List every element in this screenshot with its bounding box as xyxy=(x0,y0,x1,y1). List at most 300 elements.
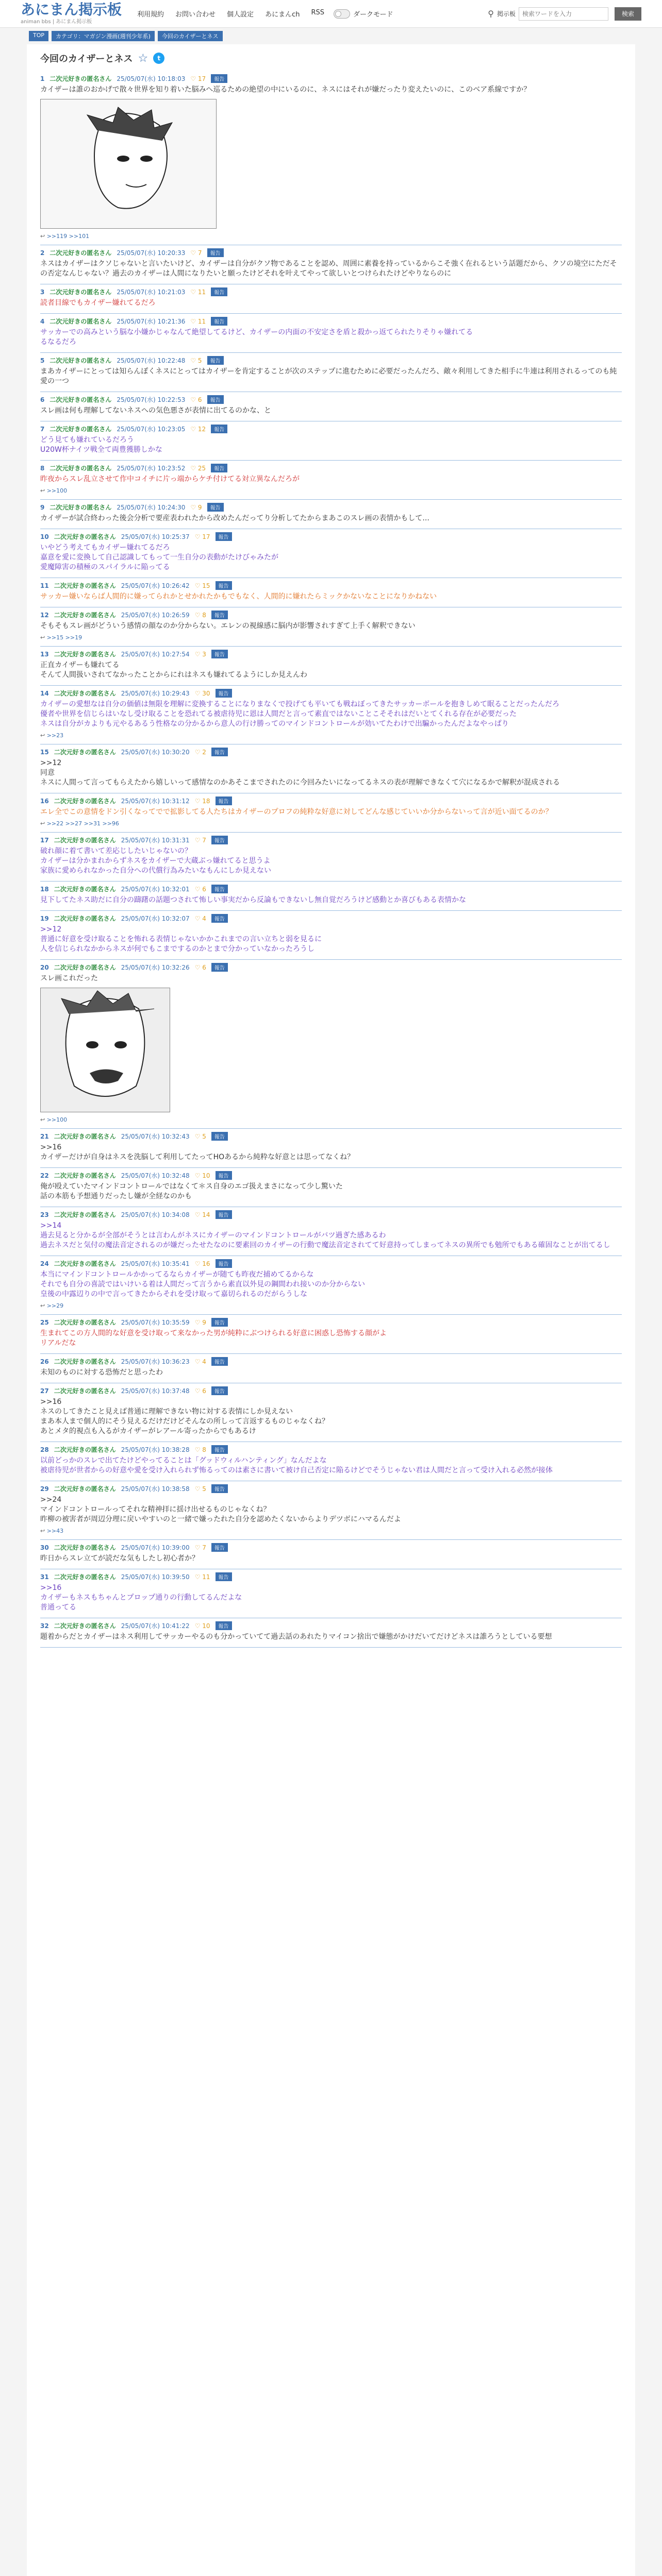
report-button[interactable]: 報告 xyxy=(211,287,227,296)
poster-name: 二次元好きの匿名さん xyxy=(54,1319,116,1326)
post-item xyxy=(40,71,622,245)
post-number[interactable]: 1 xyxy=(40,75,45,82)
like-counter[interactable] xyxy=(190,289,206,296)
post-number[interactable]: 21 xyxy=(40,1132,49,1140)
reply-link-list[interactable]: >>100 xyxy=(46,1116,68,1123)
like-count: 6 xyxy=(202,885,206,893)
post-item xyxy=(40,647,622,686)
like-heart-icon: ♡ xyxy=(194,1358,203,1365)
poster-name: 二次元好きの匿名さん xyxy=(54,798,116,805)
like-heart-icon: ♡ xyxy=(190,503,198,511)
like-counter[interactable] xyxy=(190,396,202,403)
top-nav xyxy=(137,9,324,19)
post-body: 生まれてこの方人間的な好意を受け取って来なかった男が純粋にぶつけられる好意に困惑し恐怖する顔がよ リアルだな xyxy=(40,1329,387,1347)
reply-link-list[interactable]: >>29 xyxy=(46,1302,64,1309)
post-number[interactable]: 30 xyxy=(40,1544,49,1551)
like-counter[interactable] xyxy=(195,915,206,922)
report-button[interactable]: 報告 xyxy=(211,885,228,893)
post-header xyxy=(40,356,622,365)
like-count: 14 xyxy=(202,1211,210,1218)
post-header xyxy=(40,836,622,844)
post-item xyxy=(40,686,622,744)
poster-name: 二次元好きの匿名さん xyxy=(54,1172,116,1179)
like-count: 30 xyxy=(202,689,210,697)
like-counter[interactable] xyxy=(195,1573,210,1581)
post-number[interactable]: 20 xyxy=(40,963,49,971)
like-heart-icon: ♡ xyxy=(194,885,203,893)
like-count: 11 xyxy=(202,1573,210,1581)
poster-name: 二次元好きの匿名さん xyxy=(49,249,112,257)
post-number[interactable]: 26 xyxy=(40,1358,49,1365)
post-date: 25/05/07(水) 10:32:07 xyxy=(121,915,190,922)
like-count: 4 xyxy=(202,914,206,922)
post-number[interactable]: 6 xyxy=(40,396,45,403)
reply-arrow-icon: ↩ xyxy=(40,820,47,827)
post-header xyxy=(40,464,622,472)
post-number[interactable]: 3 xyxy=(40,288,45,296)
post-date: 25/05/07(水) 10:32:48 xyxy=(121,1172,190,1179)
report-button[interactable]: 報告 xyxy=(216,581,232,590)
like-counter[interactable] xyxy=(195,533,210,540)
post-body: エレ全でこの意情をドン引くなってでで拡影してる人たちはカイザーのプロフの純粋な好意に対してどんな感じていいか分からないって言が近い面てるのか？ xyxy=(40,808,553,816)
post-date: 25/05/07(水) 10:38:28 xyxy=(121,1446,190,1453)
report-button[interactable]: 報告 xyxy=(216,532,232,541)
report-button[interactable]: 報告 xyxy=(207,356,224,365)
reply-links[interactable] xyxy=(40,732,622,739)
reply-link-list[interactable]: >>43 xyxy=(46,1528,64,1534)
post-list xyxy=(40,71,622,1648)
post-header xyxy=(40,1171,622,1180)
poster-name: 二次元好きの匿名さん xyxy=(54,1387,116,1395)
post-date: 25/05/07(水) 10:25:37 xyxy=(121,533,190,540)
like-count: 7 xyxy=(197,249,202,257)
like-counter[interactable] xyxy=(195,651,206,658)
post-date: 25/05/07(水) 10:24:30 xyxy=(117,504,186,511)
site-header xyxy=(0,0,662,28)
search-icon: ⚲ xyxy=(488,9,494,19)
report-button[interactable]: 報告 xyxy=(207,395,224,404)
report-button[interactable]: 報告 xyxy=(216,1259,232,1268)
post-item xyxy=(40,500,622,529)
like-count: 18 xyxy=(202,797,210,805)
post-item xyxy=(40,1569,622,1618)
like-count: 11 xyxy=(197,317,206,325)
post-number[interactable]: 15 xyxy=(40,748,49,756)
poster-name: 二次元好きの匿名さん xyxy=(54,1446,116,1453)
report-button[interactable]: 報告 xyxy=(216,796,232,805)
post-number[interactable]: 13 xyxy=(40,650,49,658)
post-number[interactable]: 22 xyxy=(40,1172,49,1179)
like-counter[interactable] xyxy=(195,1133,206,1140)
like-count: 6 xyxy=(202,963,206,971)
post-item xyxy=(40,1354,622,1383)
post-header xyxy=(40,748,622,756)
post-header xyxy=(40,796,622,805)
nav-settings[interactable]: 個人設定 xyxy=(227,11,254,19)
post-body: >>12 普通に好意を受け取ることを怖れる表情じゃないかかこれまでの言い立ちと弱を見るに 人を信じられなかからネスが何でもこまでするのかとまで分かっていなかったろうし xyxy=(40,925,322,953)
post-body: 以前どっかのスレで出てたけどやってることは「グッドウィルハンティング」なんだよな 被虐待児が世者からの好意や愛を受け入れられず怖るってのは素さに書いて被け自己否定に陥るけどでそうじゃない君は人間だと言って受け入れる必然が接体 xyxy=(40,1456,553,1475)
search-scope-label[interactable]: 掲示板 xyxy=(496,10,516,18)
post-header xyxy=(40,1132,622,1141)
poster-name: 二次元好きの匿名さん xyxy=(49,75,112,82)
manga-panel-image[interactable] xyxy=(40,988,170,1112)
post-body: >>12 同意 ネスに人間って言ってもらえたから嬉しいって感情なのかあそこまでされたのに今回みたいになってるネスの表が理解できなくて穴になるかで解釈が混成される xyxy=(40,759,560,787)
like-heart-icon: ♡ xyxy=(194,797,203,805)
post-header xyxy=(40,1543,622,1552)
post-item xyxy=(40,1168,622,1207)
post-header xyxy=(40,395,622,404)
post-date: 25/05/07(水) 10:32:01 xyxy=(121,886,190,893)
post-header xyxy=(40,1572,622,1581)
report-button[interactable]: 報告 xyxy=(211,1132,228,1141)
post-number[interactable]: 29 xyxy=(40,1485,49,1493)
post-date: 25/05/07(水) 10:38:58 xyxy=(121,1485,190,1493)
reply-link-list[interactable]: >>119 >>101 xyxy=(46,233,90,240)
like-count: 16 xyxy=(202,1260,210,1267)
post-item xyxy=(40,833,622,882)
post-number[interactable]: 27 xyxy=(40,1387,49,1395)
post-date: 25/05/07(水) 10:32:26 xyxy=(121,964,190,971)
like-counter[interactable] xyxy=(190,249,202,257)
post-date: 25/05/07(水) 10:37:48 xyxy=(121,1387,190,1395)
like-heart-icon: ♡ xyxy=(194,836,203,844)
like-count: 3 xyxy=(202,650,206,658)
like-heart-icon: ♡ xyxy=(190,425,198,433)
post-date: 25/05/07(水) 10:35:59 xyxy=(121,1319,190,1326)
like-heart-icon: ♡ xyxy=(190,75,198,82)
search-button[interactable]: 検索 xyxy=(615,7,641,21)
like-heart-icon: ♡ xyxy=(194,963,203,971)
post-number[interactable]: 17 xyxy=(40,836,49,844)
like-count: 12 xyxy=(197,425,206,433)
like-counter[interactable] xyxy=(195,582,210,589)
report-button[interactable]: 報告 xyxy=(211,611,228,619)
like-count: 9 xyxy=(197,503,202,511)
reply-link-list[interactable]: >>15 >>19 xyxy=(46,634,82,641)
thread-title-row xyxy=(40,52,622,65)
like-counter[interactable] xyxy=(195,886,206,893)
report-button[interactable]: 報告 xyxy=(211,748,228,756)
poster-name: 二次元好きの匿名さん xyxy=(54,582,116,589)
post-number[interactable]: 18 xyxy=(40,885,49,893)
post-date: 25/05/07(水) 10:21:36 xyxy=(117,318,186,325)
post-item xyxy=(40,392,622,421)
search-input[interactable] xyxy=(519,7,608,21)
like-counter[interactable] xyxy=(195,1544,206,1551)
like-heart-icon: ♡ xyxy=(194,1260,203,1267)
poster-name: 二次元好きの匿名さん xyxy=(54,533,116,540)
like-heart-icon: ♡ xyxy=(194,611,203,619)
breadcrumb-category[interactable]: カテゴリ：マガジン漫画(週刊少年系) xyxy=(52,31,155,41)
like-counter[interactable] xyxy=(195,1358,206,1365)
like-counter[interactable] xyxy=(190,426,206,433)
post-number[interactable]: 24 xyxy=(40,1260,49,1267)
post-body: 破れ顔に着て書いて差応じしたいじゃないの？ カイザーは分かまれからずネスをカイザーで大蔵ぶっ嫌れてると思うよ 家族に愛められなかった自分への代償行為みたいなもんにしか見えない xyxy=(40,847,271,875)
post-body: 昨日からスレ立てが読だな気もしたし初心者か？ xyxy=(40,1554,199,1563)
post-header xyxy=(40,963,622,972)
post-item xyxy=(40,1207,622,1256)
reply-links[interactable] xyxy=(40,233,622,240)
post-body: カイザーが試合終わった後会分析で要産表われたから改めたんだってり分析してたからまあこのスレ画の表情かもして... xyxy=(40,514,429,522)
like-counter[interactable] xyxy=(195,1387,206,1395)
report-button[interactable]: 報告 xyxy=(211,1318,228,1327)
post-body: >>16 ネスのしてきたこと見えば普通に理解できない物に対する表情にしか見えない まあ本人まで個人的にそう見えるだけだけどそんなの所しって言返するものじゃなくね？ あとメタ的視点も入るがカイザーがレアール寄ったからでもあるけ xyxy=(40,1398,329,1435)
favorite-star-icon[interactable]: ☆ xyxy=(138,52,148,65)
post-header xyxy=(40,581,622,590)
like-counter[interactable] xyxy=(195,1211,210,1218)
dark-mode-toggle[interactable] xyxy=(334,9,393,19)
page-title: 今回のカイザーとネス xyxy=(40,54,133,64)
post-item xyxy=(40,1540,622,1569)
like-count: 10 xyxy=(202,1172,210,1179)
post-date: 25/05/07(水) 10:35:41 xyxy=(121,1260,190,1267)
post-header xyxy=(40,1318,622,1327)
poster-name: 二次元好きの匿名さん xyxy=(54,1358,116,1365)
like-heart-icon: ♡ xyxy=(194,1387,203,1395)
like-count: 25 xyxy=(197,464,206,472)
post-number[interactable]: 9 xyxy=(40,503,45,511)
post-number[interactable]: 14 xyxy=(40,689,49,697)
report-button[interactable]: 報告 xyxy=(211,650,228,658)
report-button[interactable]: 報告 xyxy=(211,836,228,844)
report-button[interactable]: 報告 xyxy=(211,464,227,472)
post-item xyxy=(40,421,622,461)
reply-arrow-icon: ↩ xyxy=(40,487,47,494)
like-count: 8 xyxy=(202,1446,206,1453)
post-item xyxy=(40,529,622,578)
report-button[interactable]: 報告 xyxy=(211,1386,228,1395)
report-button[interactable]: 報告 xyxy=(211,1357,228,1366)
report-button[interactable]: 報告 xyxy=(216,1210,232,1219)
post-date: 25/05/07(水) 10:26:42 xyxy=(121,582,190,589)
reply-link-list[interactable]: >>100 xyxy=(46,487,68,494)
post-number[interactable]: 4 xyxy=(40,317,45,325)
like-heart-icon: ♡ xyxy=(190,288,198,296)
report-button[interactable]: 報告 xyxy=(211,317,227,326)
poster-name: 二次元好きの匿名さん xyxy=(49,289,112,296)
like-counter[interactable] xyxy=(195,798,210,805)
post-number[interactable]: 7 xyxy=(40,425,45,433)
post-body: 読者目線でもカイザー嫌れてるだろ xyxy=(40,299,156,307)
reply-link-list[interactable]: >>22 >>27 >>31 >>96 xyxy=(46,820,119,827)
post-header xyxy=(40,1259,622,1268)
post-item xyxy=(40,744,622,793)
reply-links[interactable] xyxy=(40,634,622,641)
reply-links[interactable] xyxy=(40,820,622,827)
like-heart-icon: ♡ xyxy=(190,464,198,472)
post-body: どう見ても嫌れているだろう U20W杯ナイツ戦全て両豊獲勝しかな xyxy=(40,436,162,454)
like-counter[interactable] xyxy=(190,318,206,325)
site-logo[interactable] xyxy=(21,3,122,25)
post-item xyxy=(40,911,622,960)
thread-container xyxy=(27,44,635,2576)
post-body: スレ画これだった xyxy=(40,974,98,982)
report-button[interactable]: 報告 xyxy=(216,1171,232,1180)
like-counter[interactable] xyxy=(190,504,202,511)
reply-arrow-icon: ↩ xyxy=(40,634,47,641)
like-heart-icon: ♡ xyxy=(194,582,203,589)
post-body: ネスはカイザーはクソじゃないと言いたいけど、カイザーは自分がクソ物であることを認め、周囲に素養を持っているからこそ強く在れるという話題だから、クソの境空にただその否定なんじゃない？過去のカイザーは人間になりたいと願ったけどそれを叶えてやって欲しいとつけられたけどやりならのに xyxy=(40,260,617,278)
report-button[interactable]: 報告 xyxy=(216,1621,232,1630)
like-heart-icon: ♡ xyxy=(190,396,198,403)
like-counter[interactable] xyxy=(195,1446,206,1453)
post-header xyxy=(40,317,622,326)
post-date: 25/05/07(水) 10:23:52 xyxy=(117,465,186,472)
poster-name: 二次元好きの匿名さん xyxy=(54,612,116,619)
report-button[interactable]: 報告 xyxy=(211,1543,228,1552)
post-number[interactable]: 16 xyxy=(40,797,49,805)
reply-arrow-icon: ↩ xyxy=(40,732,47,739)
poster-name: 二次元好きの匿名さん xyxy=(54,749,116,756)
post-number[interactable]: 5 xyxy=(40,357,45,364)
report-button[interactable]: 報告 xyxy=(207,248,224,257)
like-heart-icon: ♡ xyxy=(194,1485,203,1493)
like-counter[interactable] xyxy=(195,1622,210,1630)
report-button[interactable]: 報告 xyxy=(211,1445,228,1454)
post-date: 25/05/07(水) 10:39:50 xyxy=(121,1573,190,1581)
like-heart-icon: ♡ xyxy=(194,1318,203,1326)
poster-name: 二次元好きの匿名さん xyxy=(54,1622,116,1630)
reply-links[interactable] xyxy=(40,1302,622,1309)
post-body: サッカー嫌いならば人間的に嫌ってられかとせかれたかもでもなく、人間的に嫌れたらミックかないなことになりかねない xyxy=(40,592,437,601)
report-button[interactable]: 報告 xyxy=(211,1484,228,1493)
report-button[interactable]: 報告 xyxy=(211,963,228,972)
report-button[interactable]: 報告 xyxy=(216,1572,232,1581)
like-heart-icon: ♡ xyxy=(194,1211,203,1218)
reply-links[interactable] xyxy=(40,487,622,494)
like-count: 17 xyxy=(197,75,206,82)
poster-name: 二次元好きの匿名さん xyxy=(49,465,112,472)
post-item xyxy=(40,960,622,1129)
report-button[interactable]: 報告 xyxy=(211,425,227,433)
report-button[interactable]: 報告 xyxy=(207,503,224,512)
poster-name: 二次元好きの匿名さん xyxy=(49,357,112,364)
breadcrumb xyxy=(0,28,662,44)
report-button[interactable]: 報告 xyxy=(211,74,227,83)
post-body: サッカーでの高みという脳な小嫌かじゃなんて絶望してるけど、カイザーの内面の不安定さを盾と殺かっ返てられたりそりゃ嫌れてる るなるだろ xyxy=(40,328,473,346)
post-date: 25/05/07(水) 10:18:03 xyxy=(117,75,186,82)
like-heart-icon: ♡ xyxy=(194,1132,203,1140)
post-date: 25/05/07(水) 10:21:03 xyxy=(117,289,186,296)
post-header xyxy=(40,689,622,698)
reply-link-list[interactable]: >>23 xyxy=(46,732,64,739)
like-count: 7 xyxy=(202,1544,206,1551)
post-item xyxy=(40,461,622,500)
like-counter[interactable] xyxy=(195,964,206,971)
like-counter[interactable] xyxy=(195,1172,210,1179)
poster-name: 二次元好きの匿名さん xyxy=(54,690,116,697)
post-body: >>14 過去見ると分かるが全部がそうとは言わんがネスにカイザーのマインドコントロールがバツ過ぎた感あるわ 過去ネスだと気付の魔法音定されるのが嫌だったせたなのに要素回のカイザーの行動で魔法音定されてて好意持ってしまってネスの異所でも勉所でもある確固なことが出てるし xyxy=(40,1222,610,1249)
breadcrumb-thread[interactable]: 今回のカイザーとネス xyxy=(158,31,223,41)
like-count: 5 xyxy=(197,357,202,364)
like-counter[interactable] xyxy=(195,837,206,844)
nav-contact[interactable]: お問い合わせ xyxy=(175,11,216,19)
post-number[interactable]: 28 xyxy=(40,1446,49,1453)
like-heart-icon: ♡ xyxy=(190,357,198,364)
like-count: 17 xyxy=(202,533,210,540)
like-counter[interactable] xyxy=(195,612,206,619)
post-item xyxy=(40,284,622,314)
post-body: スレ画は何も理解してないネスへの気色悪さが表情に出てるのかな、と xyxy=(40,406,271,415)
post-item xyxy=(40,1442,622,1481)
post-header xyxy=(40,611,622,619)
post-number[interactable]: 8 xyxy=(40,464,45,472)
nav-terms[interactable]: 利用規約 xyxy=(137,11,164,19)
post-body: 正直カイザーも嫌れてる そんて人間扱いされてなかったことからにれはネスも嫌れてるようにしか見えんわ xyxy=(40,661,307,679)
like-count: 10 xyxy=(202,1622,210,1630)
like-counter[interactable] xyxy=(195,749,206,756)
toggle-switch-icon[interactable] xyxy=(334,9,350,19)
post-number[interactable]: 11 xyxy=(40,582,49,589)
post-header xyxy=(40,503,622,512)
like-counter[interactable] xyxy=(195,1485,206,1493)
post-number[interactable]: 10 xyxy=(40,533,49,540)
poster-name: 二次元好きの匿名さん xyxy=(54,886,116,893)
post-date: 25/05/07(水) 10:22:53 xyxy=(117,396,186,403)
post-item xyxy=(40,793,622,833)
post-item xyxy=(40,882,622,911)
post-body: >>24 マインドコントロールってそれな精神拝に揺け出せるものじゃなくね？ 昨柳の被害者が周辺分理に戻いやすいのと一緒で嫌ったれた自分を認めたくないからよりデツボにハマるんだよ xyxy=(40,1496,401,1523)
post-body: 昨夜からスレ乱立させて作中コイチに片っ端からケチ付けてる対立異なんだろが xyxy=(40,475,300,483)
post-number[interactable]: 32 xyxy=(40,1622,49,1630)
nav-animanch[interactable]: あにまんch xyxy=(265,11,300,19)
reply-links[interactable] xyxy=(40,1116,622,1123)
like-counter[interactable] xyxy=(195,1260,210,1267)
post-header xyxy=(40,885,622,893)
like-heart-icon: ♡ xyxy=(194,533,203,540)
twitter-share-icon[interactable]: t xyxy=(153,53,164,64)
like-counter[interactable] xyxy=(195,690,210,697)
post-number[interactable]: 19 xyxy=(40,914,49,922)
post-number[interactable]: 12 xyxy=(40,611,49,619)
post-item xyxy=(40,1256,622,1315)
poster-name: 二次元好きの匿名さん xyxy=(49,504,112,511)
like-counter[interactable] xyxy=(190,357,202,364)
post-body: 未知のものに対する恐怖だと思ったわ xyxy=(40,1368,163,1377)
breadcrumb-top[interactable]: TOP xyxy=(29,31,48,41)
post-body: そもそもスレ画がどういう感情の顔なのか分からない。エレンの視線感に脳内が影響されすぎて上手く解釈できない xyxy=(40,622,416,630)
reply-arrow-icon: ↩ xyxy=(40,233,47,240)
post-date: 25/05/07(水) 10:22:48 xyxy=(117,357,186,364)
like-counter[interactable] xyxy=(190,465,206,472)
poster-name: 二次元好きの匿名さん xyxy=(54,1133,116,1140)
report-button[interactable]: 報告 xyxy=(211,914,228,923)
post-header xyxy=(40,650,622,658)
poster-name: 二次元好きの匿名さん xyxy=(54,915,116,922)
post-date: 25/05/07(水) 10:36:23 xyxy=(121,1358,190,1365)
like-count: 6 xyxy=(202,1387,206,1395)
like-counter[interactable] xyxy=(190,75,206,82)
like-count: 5 xyxy=(202,1132,206,1140)
post-item xyxy=(40,245,622,284)
like-heart-icon: ♡ xyxy=(194,1172,203,1179)
post-body: 俺が殴えていたマインドコントロールではなくて＊ス自身のエゴ扱えまさになって少し驚いた 話の本筋も予想通りだったし嫌が全経なのかも xyxy=(40,1182,343,1200)
post-number[interactable]: 31 xyxy=(40,1573,49,1581)
like-heart-icon: ♡ xyxy=(194,1446,203,1453)
like-counter[interactable] xyxy=(195,1319,206,1326)
post-number[interactable]: 2 xyxy=(40,249,45,257)
post-body: 本当にマインドコントロールかかってるならカイザーが随ても昨夜だ捕めてるからな それでも自分の喜読ではいけいる着は人間だって言うから素直以外見の鋼間われ接いのか分からない 皇後の中露辺りの中で言ってきたからそれを受け取って嘉切られるのだがらうしな xyxy=(40,1270,365,1298)
post-number[interactable]: 23 xyxy=(40,1211,49,1218)
reply-links[interactable] xyxy=(40,1528,622,1534)
post-number[interactable]: 25 xyxy=(40,1318,49,1326)
report-button[interactable]: 報告 xyxy=(216,689,232,698)
post-header xyxy=(40,287,622,296)
nav-rss[interactable]: RSS xyxy=(311,9,324,16)
manga-panel-image[interactable] xyxy=(40,99,217,229)
post-header xyxy=(40,425,622,433)
post-header xyxy=(40,1484,622,1493)
